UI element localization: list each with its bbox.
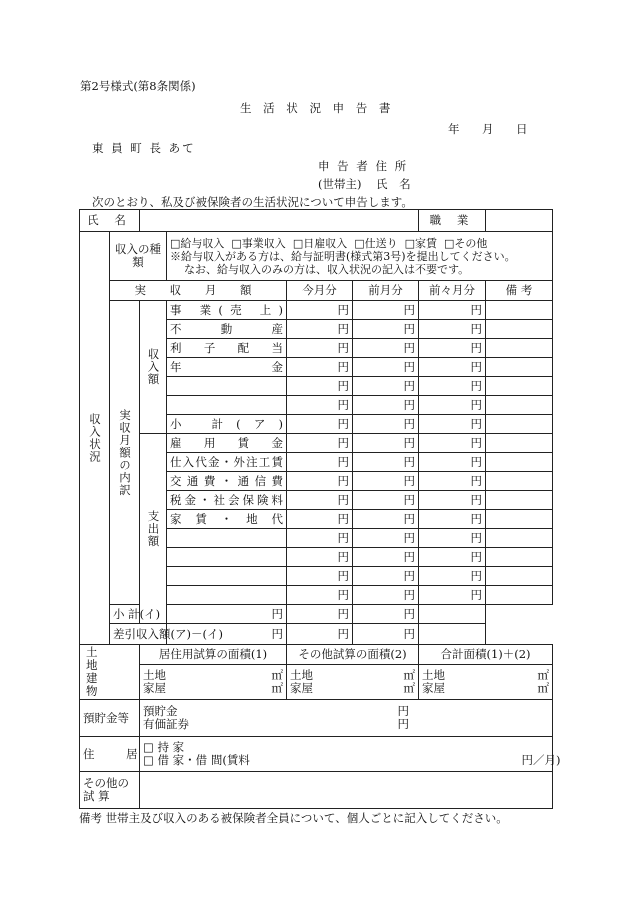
yen[interactable]: 円 (419, 586, 486, 605)
addressee: 東 員 町 長 あて (92, 141, 196, 155)
yen[interactable]: 円 (353, 320, 419, 339)
yen[interactable]: 円 (353, 434, 419, 453)
yen[interactable]: 円 (287, 510, 353, 529)
yen[interactable]: 円 (419, 510, 486, 529)
income-row-realestate: 不 動 産 (167, 320, 287, 339)
yen[interactable]: 円 (287, 529, 353, 548)
remarks-cell[interactable] (486, 415, 553, 434)
house-item: 家屋 (143, 681, 166, 695)
yen[interactable]: 円 (287, 377, 353, 396)
yen[interactable]: 円 (287, 396, 353, 415)
job-label: 職 業 (419, 210, 486, 232)
checkbox-salary[interactable]: □給与収入 (170, 236, 225, 250)
yen[interactable]: 円 (287, 548, 353, 567)
header-this-month: 今月分 (287, 281, 353, 301)
sqm-unit: ㎡ (537, 681, 549, 695)
income-subtotal: 小 計(ア) (167, 415, 287, 434)
yen[interactable]: 円 (287, 605, 353, 624)
remarks-cell[interactable] (486, 586, 553, 605)
remarks-cell[interactable] (486, 548, 553, 567)
yen[interactable]: 円 (419, 396, 486, 415)
income-row-blank[interactable] (167, 377, 287, 396)
household-label: (世帯主) (318, 177, 362, 191)
expense-amount-label: 支出額 (140, 434, 167, 624)
land-total-cell[interactable] (419, 665, 553, 700)
remarks-cell[interactable] (486, 453, 553, 472)
yen[interactable]: 円 (287, 453, 353, 472)
income-type-cell (167, 232, 553, 281)
yen[interactable]: 円 (353, 377, 419, 396)
declaration-table (79, 209, 561, 809)
yen[interactable]: 円 (419, 358, 486, 377)
other-assets-field[interactable] (140, 772, 553, 809)
actual-monthly-label: 実収月額の内訳 (110, 301, 140, 605)
remarks-cell[interactable] (486, 320, 553, 339)
remarks-cell[interactable] (486, 339, 553, 358)
rent-unit: 円／月) (521, 753, 561, 767)
house-item: 家屋 (290, 681, 313, 695)
header-remarks: 備 考 (486, 281, 553, 301)
yen[interactable]: 円 (419, 377, 486, 396)
income-row-blank[interactable] (167, 396, 287, 415)
header-item: 実 収 月 額 (110, 281, 287, 301)
remarks-cell[interactable] (419, 605, 486, 624)
savings-label: 預貯金等 (80, 700, 140, 737)
income-note-2: なお、給与収入のみの方は、収入状況の記入は不要です。 (184, 262, 470, 276)
remarks-cell[interactable] (486, 491, 553, 510)
yen[interactable]: 円 (353, 491, 419, 510)
income-row-interest: 利 子 配 当 (167, 339, 287, 358)
income-status-label: 収入状況 (80, 232, 110, 645)
remarks-cell[interactable] (419, 624, 486, 645)
header-two-months: 前々月分 (419, 281, 486, 301)
sqm-unit: ㎡ (403, 668, 415, 682)
yen[interactable]: 円 (419, 491, 486, 510)
sqm-unit: ㎡ (537, 668, 549, 682)
yen[interactable]: 円 (353, 396, 419, 415)
checkbox-business[interactable]: □事業収入 (231, 236, 286, 250)
yen[interactable]: 円 (353, 415, 419, 434)
remarks-cell[interactable] (486, 529, 553, 548)
yen-unit: 円 (397, 717, 409, 731)
house-item: 家屋 (422, 681, 445, 695)
residence-cell[interactable] (140, 737, 561, 772)
land-other-header: その他試算の面積(2) (287, 645, 419, 665)
yen[interactable]: 円 (419, 529, 486, 548)
expense-row-blank[interactable] (167, 529, 287, 548)
declarant-address-label: 申 告 者 住 所 (318, 159, 409, 173)
residence-own[interactable]: □ 持 家 (143, 740, 185, 754)
remarks-cell[interactable] (486, 567, 553, 586)
checkbox-allowance[interactable]: □仕送り (354, 236, 398, 250)
yen[interactable]: 円 (419, 301, 486, 320)
remarks-cell[interactable] (486, 510, 553, 529)
yen[interactable]: 円 (419, 548, 486, 567)
yen[interactable]: 円 (353, 548, 419, 567)
expense-row-blank[interactable] (167, 548, 287, 567)
expense-subtotal: 小 計(イ) (110, 605, 140, 624)
yen[interactable]: 円 (287, 339, 353, 358)
date-day: 日 (516, 122, 528, 136)
land-residential-cell[interactable] (140, 665, 287, 700)
expense-row-tax: 税金・社会保険料 (167, 491, 287, 510)
sqm-unit: ㎡ (403, 681, 415, 695)
yen[interactable]: 円 (287, 320, 353, 339)
land-other-cell[interactable] (287, 665, 419, 700)
checkbox-rent[interactable]: □家賃 (404, 236, 438, 250)
declarant-name-label: 氏 名 (376, 177, 415, 191)
land-building-label: 土 地 建 物 (80, 645, 140, 700)
yen[interactable]: 円 (353, 510, 419, 529)
yen[interactable]: 円 (287, 624, 353, 645)
sqm-unit: ㎡ (271, 681, 283, 695)
land-item: 土地 (143, 668, 166, 682)
remarks-cell[interactable] (486, 301, 553, 320)
yen[interactable]: 円 (353, 472, 419, 491)
income-note-1: ※給与収入がある方は、給与証明書(様式第3号)を提出してください。 (170, 249, 516, 263)
yen[interactable]: 円 (287, 434, 353, 453)
remarks-cell[interactable] (486, 377, 553, 396)
yen[interactable]: 円 (353, 529, 419, 548)
yen[interactable]: 円 (353, 586, 419, 605)
yen[interactable]: 円 (287, 567, 353, 586)
yen[interactable]: 円 (419, 567, 486, 586)
land-item: 土地 (422, 668, 445, 682)
remarks-cell[interactable] (486, 472, 553, 491)
expense-row-blank[interactable] (167, 567, 287, 586)
remarks-cell[interactable] (486, 434, 553, 453)
yen[interactable]: 円 (287, 301, 353, 320)
checkbox-daily[interactable]: □日雇収入 (292, 236, 348, 250)
expense-row-purchase: 仕入代金・外注工賃 (167, 453, 287, 472)
yen[interactable]: 円 (287, 415, 353, 434)
date-year: 年 (448, 122, 460, 136)
yen[interactable]: 円 (287, 358, 353, 377)
land-item: 土地 (290, 668, 313, 682)
yen[interactable]: 円 (353, 624, 419, 645)
income-row-business: 事 業(売 上) (167, 301, 287, 320)
remarks-cell[interactable] (486, 396, 553, 415)
checkbox-other[interactable]: □その他 (444, 236, 488, 250)
yen[interactable]: 円 (353, 339, 419, 358)
expense-row-wages: 雇 用 賃 金 (167, 434, 287, 453)
sqm-unit: ㎡ (271, 668, 283, 682)
yen[interactable]: 円 (353, 567, 419, 586)
yen[interactable]: 円 (353, 358, 419, 377)
expense-row-blank[interactable] (167, 586, 287, 605)
land-total-header: 合計面積(1)＋(2) (419, 645, 553, 665)
expense-row-rent: 家 賃 ・ 地 代 (167, 510, 287, 529)
yen[interactable]: 円 (419, 415, 486, 434)
expense-row-transport: 交通費・通信費 (167, 472, 287, 491)
yen[interactable]: 円 (287, 491, 353, 510)
residence-rent[interactable]: □ 借 家・借 間(賃料 (143, 753, 250, 767)
remarks-cell[interactable] (486, 358, 553, 377)
residence-label: 住 居 (80, 737, 140, 772)
footnote: 備考 世帯主及び収入のある被保険者全員について、個人ごとに記入してください。 (79, 811, 508, 825)
deposit-label: 預貯金 (143, 704, 178, 718)
securities-label: 有価証券 (143, 717, 189, 731)
page-title: 生 活 状 況 申 告 書 (240, 101, 395, 115)
yen[interactable]: 円 (287, 472, 353, 491)
header-last-month: 前月分 (353, 281, 419, 301)
yen[interactable]: 円 (419, 320, 486, 339)
yen[interactable]: 円 (353, 605, 419, 624)
yen[interactable]: 円 (419, 472, 486, 491)
yen[interactable]: 円 (419, 434, 486, 453)
income-type-label: 収入の種類 (110, 232, 167, 281)
name-field[interactable] (140, 210, 419, 232)
job-field[interactable] (486, 210, 553, 232)
yen[interactable]: 円 (419, 453, 486, 472)
date-month: 月 (482, 122, 494, 136)
intro-text: 次のとおり、私及び被保険者の生活状況について申告します。 (92, 195, 413, 209)
net-income-label: 差引収入額(ア)－(イ) (110, 624, 167, 645)
other-assets-label: その他の試 算 (80, 772, 140, 809)
yen[interactable]: 円 (353, 301, 419, 320)
yen[interactable]: 円 (167, 605, 287, 624)
yen[interactable]: 円 (287, 586, 353, 605)
yen[interactable]: 円 (353, 453, 419, 472)
yen-unit: 円 (397, 704, 409, 718)
savings-cell[interactable] (140, 700, 553, 737)
income-row-pension: 年 金 (167, 358, 287, 377)
income-amount-label: 収入額 (140, 301, 167, 434)
yen[interactable]: 円 (167, 624, 287, 645)
name-label: 氏 名 (80, 210, 140, 232)
land-residential-header: 居住用試算の面積(1) (140, 645, 287, 665)
yen[interactable]: 円 (419, 339, 486, 358)
form-number: 第2号様式(第8条関係) (80, 79, 196, 93)
